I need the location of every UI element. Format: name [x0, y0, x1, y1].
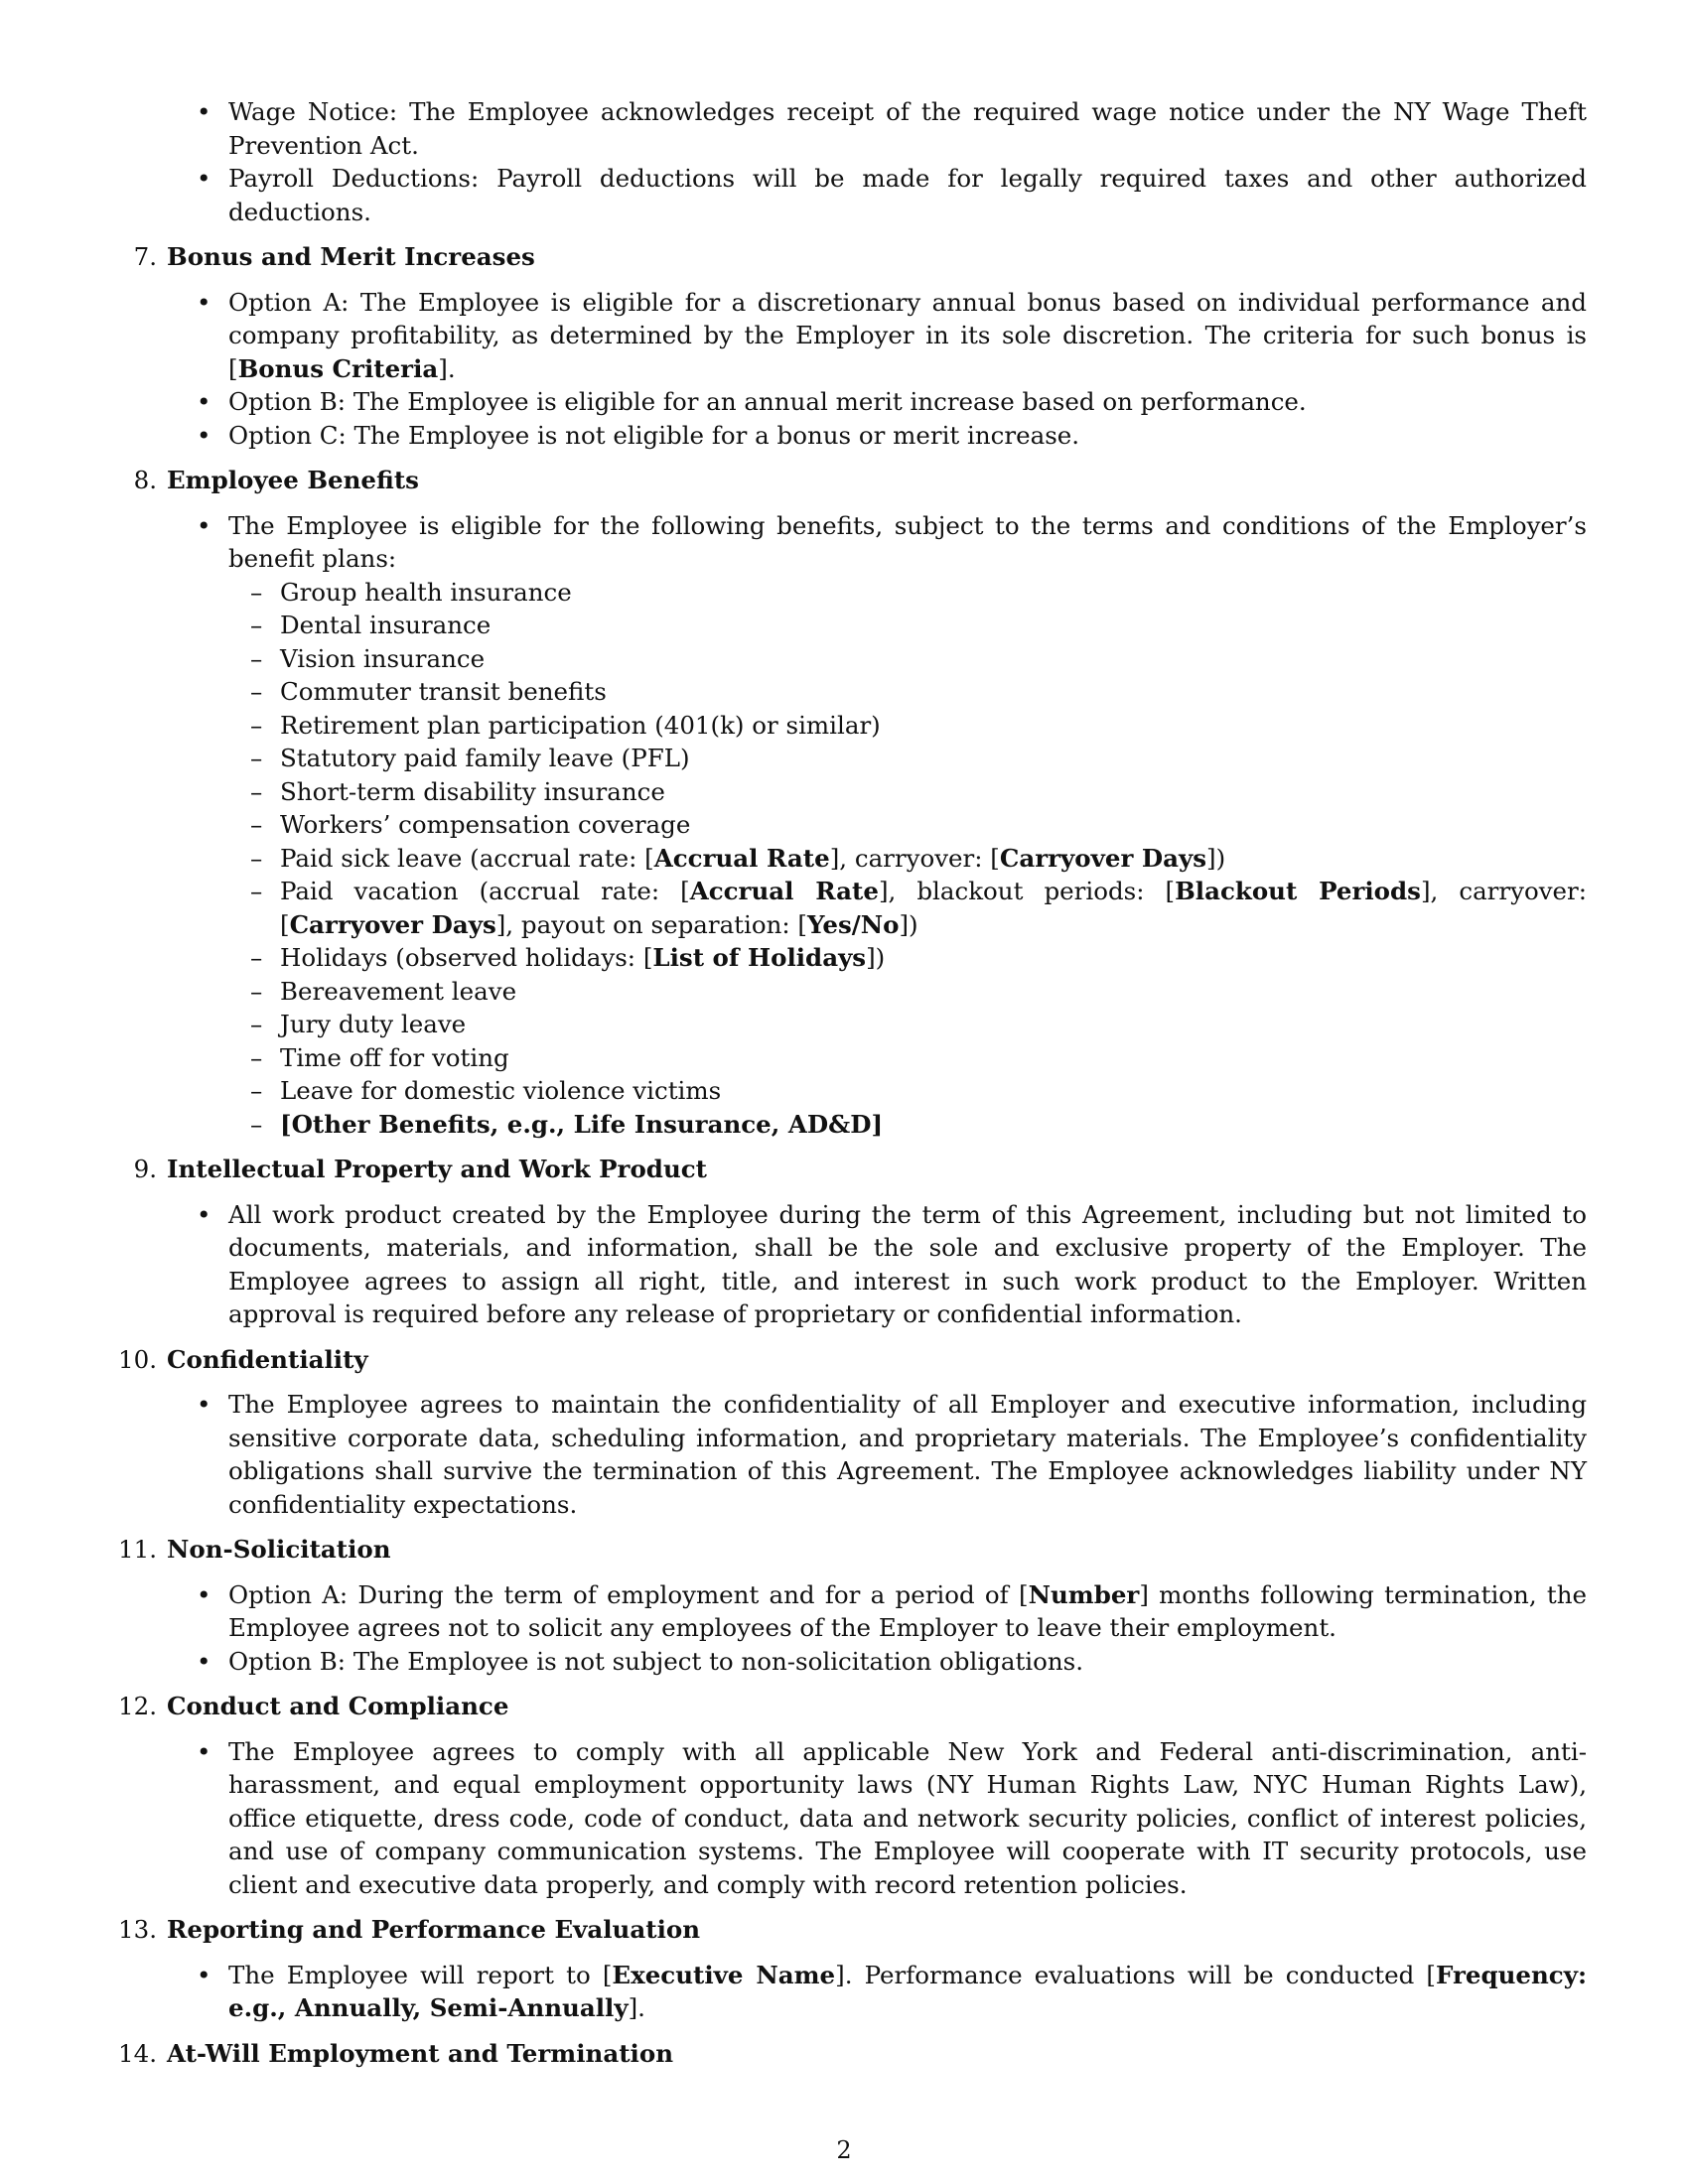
benefit-item-other: – [Other Benefits, e.g., Life Insurance, AD&D] — [228, 1108, 1587, 1142]
section-reporting-evaluation — [118, 1913, 1587, 2025]
section-intellectual-property — [133, 1153, 1587, 1331]
section-title: Non-Solicitation — [167, 1535, 391, 1564]
bonus-option-c: • Option C: The Employee is not eligible for a bonus or merit increase. — [167, 419, 1587, 453]
section-heading — [118, 2037, 1587, 2071]
benefit-item-paid-vacation: – Paid vacation (accrual rate: [Accrual Rate], blackout periods: [Blackout Periods], carryover: [Carryover Days], payout on separation: [Yes/No]) — [228, 875, 1587, 941]
section-title: Intellectual Property and Work Product — [167, 1155, 707, 1183]
placeholder-executive-name: Executive Name — [612, 1960, 836, 1989]
section-title: Conduct and Compliance — [167, 1692, 509, 1720]
section-number: 8. — [133, 466, 157, 494]
benefit-item: – Leave for domestic violence victims — [228, 1074, 1587, 1108]
non-solicitation-option-a: • Option A: During the term of employment and for a period of [Number] months following termination, the Employee agrees not to solicit any employees of the Employer to leave their employment. — [167, 1578, 1587, 1645]
benefit-item: – Time off for voting — [228, 1041, 1587, 1075]
section-title: At-Will Employment and Termination — [167, 2038, 674, 2068]
bullet-wage-notice: • Wage Notice: The Employee acknowledges receipt of the required wage notice under the NY Wage Theft Prevention Act. — [167, 95, 1587, 162]
benefits-bullet-list — [167, 509, 1587, 1142]
reporting-paragraph: • The Employee will report to [Executive Name]. Performance evaluations will be conducted [Frequency: e.g., Annually, Semi-Annually]. — [167, 1959, 1587, 2025]
section-number: 11. — [118, 1535, 157, 1564]
section-number: 14. — [118, 2038, 157, 2068]
section-heading — [118, 1690, 1587, 1723]
placeholder-number: Number — [1028, 1579, 1140, 1609]
bonus-options-list — [167, 286, 1587, 453]
section-conduct-compliance — [118, 1690, 1587, 1901]
section-heading — [133, 464, 1587, 497]
placeholder-frequency: Frequency: e.g., Annually, Semi-Annually — [228, 1960, 1587, 2022]
section-title: Employee Benefits — [167, 466, 419, 494]
section-heading — [133, 240, 1587, 274]
section-heading — [118, 1343, 1587, 1377]
section-confidentiality — [118, 1343, 1587, 1522]
section-number: 10. — [118, 1344, 157, 1374]
section-at-will-employment — [118, 2037, 1587, 2071]
benefits-dash-list — [228, 576, 1587, 1142]
section-title: Bonus and Merit Increases — [167, 242, 535, 271]
benefit-item: – Statutory paid family leave (PFL) — [228, 742, 1587, 775]
intro-bullet-list — [167, 95, 1587, 228]
benefit-item: – Dental insurance — [228, 609, 1587, 642]
section-number: 12. — [118, 1692, 157, 1720]
bullet-payroll-deductions: • Payroll Deductions: Payroll deductions will be made for legally required taxes and other authorized deductions. — [167, 162, 1587, 228]
section-bonus-merit — [133, 240, 1587, 452]
non-solicitation-option-b: • Option B: The Employee is not subject to non-solicitation obligations. — [167, 1645, 1587, 1679]
section-number: 7. — [133, 242, 157, 271]
benefit-item: – Retirement plan participation (401(k) or similar) — [228, 709, 1587, 743]
benefit-item: – Group health insurance — [228, 576, 1587, 610]
document-body — [118, 95, 1587, 2082]
benefits-intro: • The Employee is eligible for the following benefits, subject to the terms and conditions of the Employer’s benefit plans: – Group health insurance – Dental insurance – Vision insurance – Commuter transit benefits – Retirement plan participation (401(k) or similar) – Statutory paid family leave (PFL) – Short-term disability insurance – Workers’ compensation coverage – Paid sick leave (accrual rate: [Accrual Rate], carryover: [Carryover Days]) – Paid vacation (accrual rate: [Accrual Rate], blackout periods: [Blackout Periods], carryover: [Carryover Days], payout on separation: [Yes/No]) – Holidays (observed holidays: [List of Holidays]) – Bereavement leave – Jury duty leave – Time off for voting – Leave for domestic violence victims – [Other Benefits, e.g., Life Insurance, AD&D] — [167, 509, 1587, 1142]
benefit-item: – Short-term disability insurance — [228, 775, 1587, 809]
section-title: Confidentiality — [167, 1344, 368, 1374]
bonus-option-b: • Option B: The Employee is eligible for an annual merit increase based on performance. — [167, 385, 1587, 419]
benefit-item: – Jury duty leave — [228, 1008, 1587, 1041]
benefit-item: – Commuter transit benefits — [228, 675, 1587, 709]
section-employee-benefits — [133, 464, 1587, 1141]
confidentiality-paragraph: • The Employee agrees to maintain the confidentiality of all Employer and executive information, including sensitive corporate data, scheduling information, and proprietary materials. The Employee’s confidentiality obligations shall survive the termination of this Agreement. The Employee acknowledges liability under NY confidentiality expectations. — [167, 1388, 1587, 1521]
benefit-item: – Vision insurance — [228, 642, 1587, 676]
section-number: 13. — [118, 1915, 157, 1944]
ip-paragraph: • All work product created by the Employee during the term of this Agreement, including but not limited to documents, materials, and information, shall be the sole and exclusive property of the Employer. The Employee agrees to assign all right, title, and interest in such work product to the Employer. Written approval is required before any release of proprietary or confidential information. — [167, 1198, 1587, 1331]
section-heading — [118, 1533, 1587, 1567]
placeholder-bonus-criteria: Bonus Criteria — [237, 353, 439, 383]
benefit-item: – Workers’ compensation coverage — [228, 808, 1587, 842]
conduct-paragraph: • The Employee agrees to comply with all applicable New York and Federal anti-discrimination, anti-harassment, and equal employment opportunity laws (NY Human Rights Law, NYC Human Rights Law), office etiquette, dress code, code of conduct, data and network security policies, conflict of interest policies, and use of company communication systems. The Employee will cooperate with IT security protocols, use client and executive data properly, and comply with record retention policies. — [167, 1735, 1587, 1902]
section-title: Reporting and Performance Evaluation — [167, 1915, 701, 1944]
benefit-item-paid-sick-leave: – Paid sick leave (accrual rate: [Accrual Rate], carryover: [Carryover Days]) — [228, 842, 1587, 876]
section-non-solicitation — [118, 1533, 1587, 1678]
benefit-item: – Bereavement leave — [228, 975, 1587, 1009]
bonus-option-a: • Option A: The Employee is eligible for a discretionary annual bonus based on individual performance and company profitability, as determined by the Employer in its sole discretion. The criteria for such bonus is [Bonus Criteria]. — [167, 286, 1587, 386]
benefit-item-holidays: – Holidays (observed holidays: [List of Holidays]) — [228, 941, 1587, 975]
section-heading — [133, 1153, 1587, 1186]
page-number: 2 — [836, 2136, 852, 2164]
section-number: 9. — [133, 1155, 157, 1183]
section-heading — [118, 1913, 1587, 1947]
